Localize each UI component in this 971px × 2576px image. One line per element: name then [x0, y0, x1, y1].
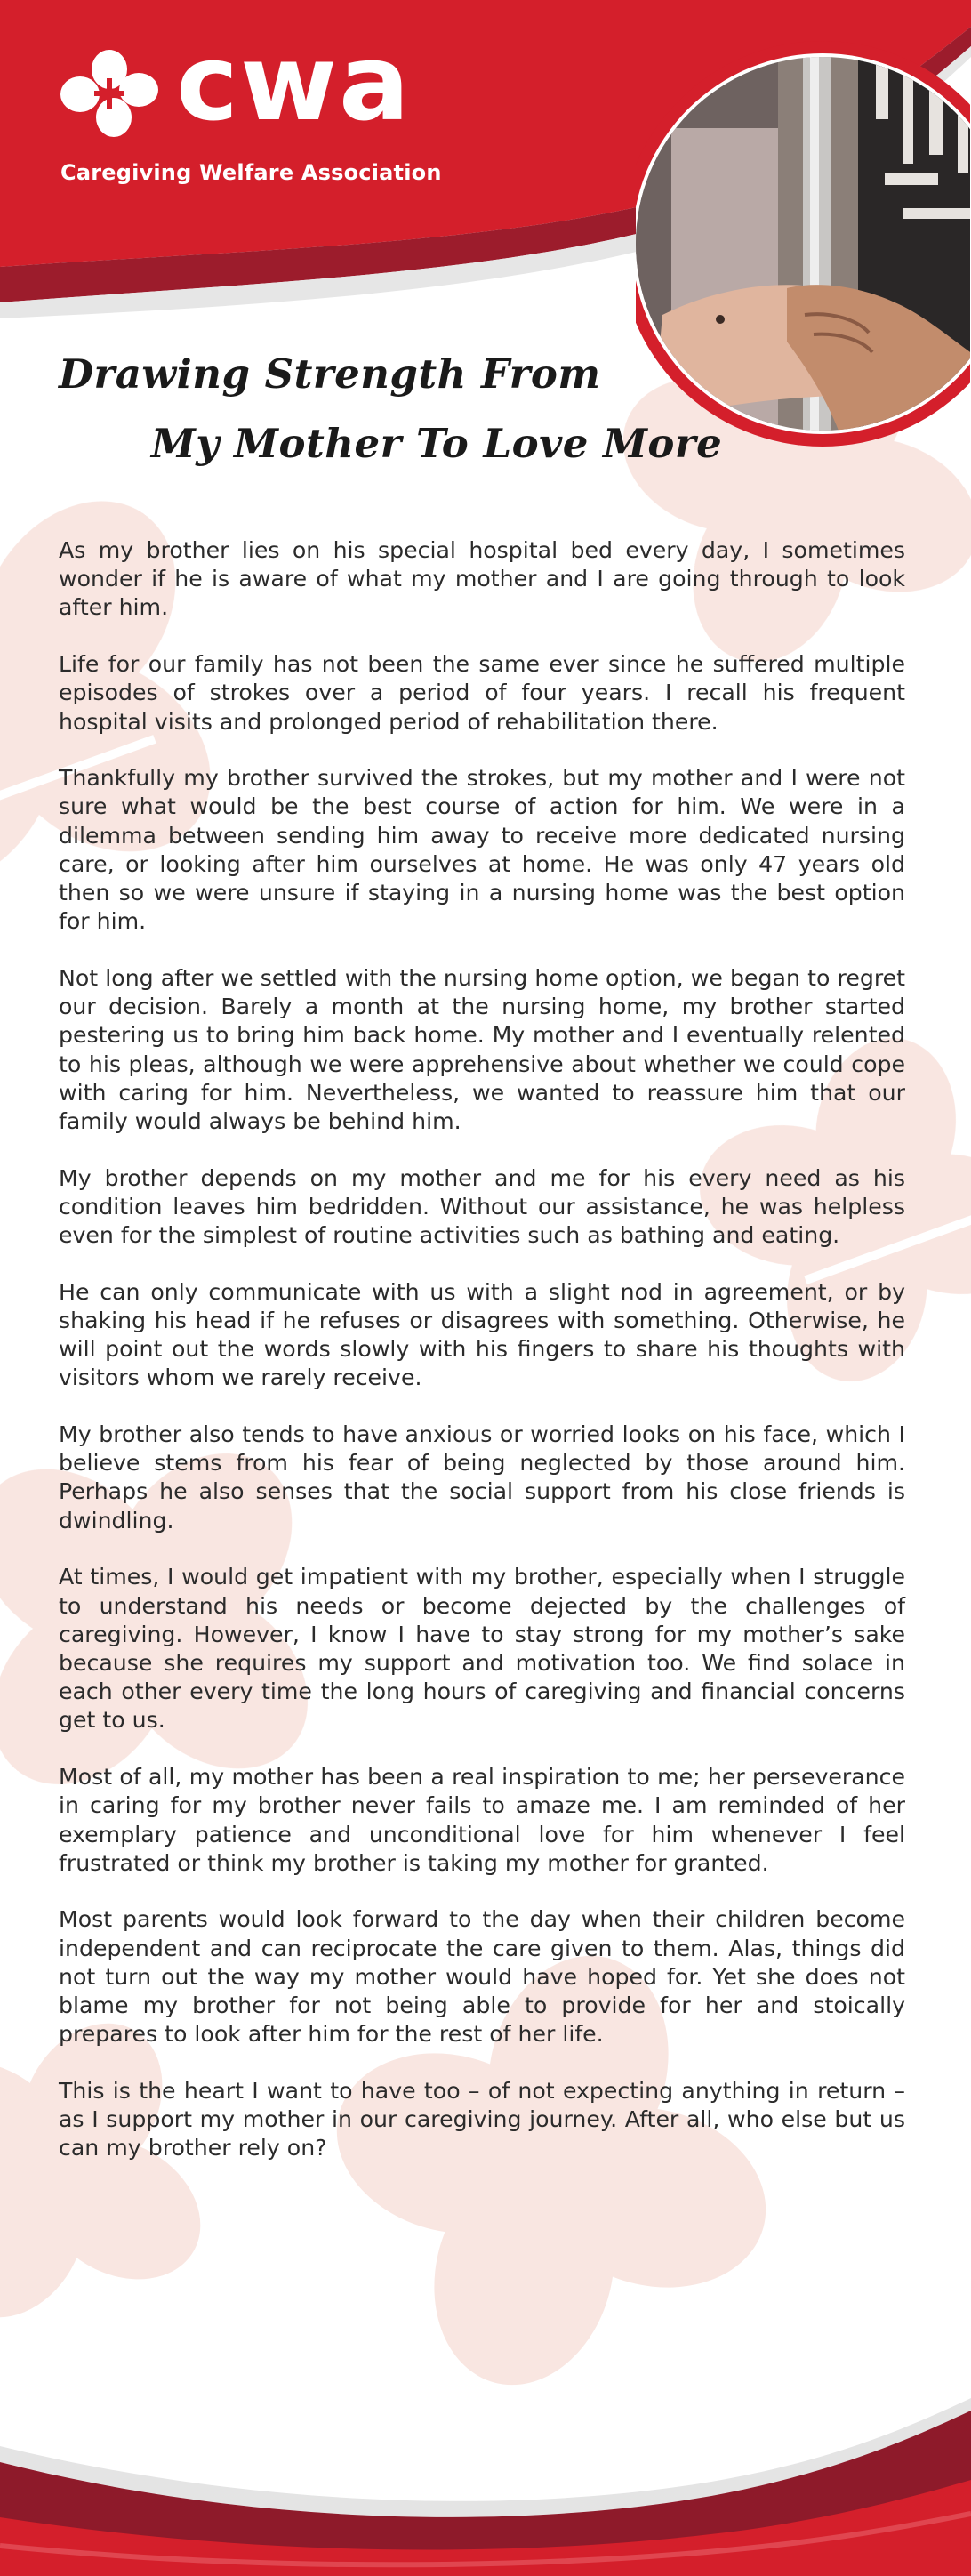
- logo-wordmark: cwa: [176, 21, 412, 144]
- paragraph: Most of all, my mother has been a real inspiration to me; her perseverance in caring for my brother never fails to amaze me. I am reminded of her exemplary patience and unconditional love for him whenever I feel frustrated or think my brother is taking my mother for granted.: [59, 1764, 905, 1876]
- article-title-line-2: My Mother To Love More: [151, 420, 723, 467]
- paragraph: Thankfully my brother survived the strokes, but my mother and I were not sure what would be the best course of action for him. We were in a dilemma between sending him away to receive more dedicated nursing care, or looking after him ourselves at home. He was only 47 years old then so we were unsure if staying in a nursing home was the best option for him.: [59, 765, 905, 935]
- paragraph: As my brother lies on his special hospital bed every day, I sometimes wonder if he is aware of what my mother and I are going through to look after him.: [59, 537, 905, 621]
- paragraph: Not long after we settled with the nursing home option, we began to regret our decision. Barely a month at the nursing home, my brother started pestering us to bring him back home. My mother and I eventually relented to his pleas, although we were apprehensive about whether we could cope with caring for him. Nevertheless, we wanted to reassure him that our family would always be behind him.: [59, 964, 905, 1134]
- paragraph: Most parents would look forward to the day when their children become independent and can reciprocate the care given to them. Alas, things did not turn out the way my mother would have hoped for. Yet she does not blame my brother for not being able to provide for her and stoically prepares to look after him for the rest of her life.: [59, 1906, 905, 2048]
- holding-hands-photo: [636, 21, 970, 454]
- footer-wave-banner: [0, 2313, 971, 2576]
- flower-logo-icon: [57, 50, 162, 139]
- paragraph: Life for our family has not been the same ever since he suffered multiple episodes of strokes over a period of four years. I recall his frequent hospital visits and prolonged period of rehabilitation there.: [59, 651, 905, 735]
- paragraph: He can only communicate with us with a slight nod in agreement, or by shaking his head if he refuses or disagrees with something. Otherwise, he will point out the words slowly with his fingers to share his thoughts with visitors whom we rarely receive.: [59, 1278, 905, 1391]
- article-title-line-1: Drawing Strength From: [59, 350, 601, 398]
- paragraph: This is the heart I want to have too – of not expecting anything in return – as I support my mother in our caregiving journey. After all, who else but us can my brother rely on?: [59, 2077, 905, 2161]
- paragraph: My brother also tends to have anxious or worried looks on his face, which I believe stems from his fear of being neglected by those around him. Perhaps he also senses that the social support from his close friends is dwindling.: [59, 1421, 905, 1534]
- paragraph: At times, I would get impatient with my brother, especially when I struggle to understand his needs or become dejected by the challenges of caregiving. However, I know I have to stay strong for my mother’s sake because she requires my support and motivation too. We find solace in each other every time the long hours of caregiving and financial concerns get to us.: [59, 1564, 905, 1734]
- tagline: Caregiving Welfare Association: [60, 160, 442, 185]
- paragraph: My brother depends on my mother and me for his every need as his condition leaves him bedridden. Without our assistance, he was helpless even for the simplest of routine activities such as bathing and eating.: [59, 1164, 905, 1249]
- article-body: [59, 536, 905, 2191]
